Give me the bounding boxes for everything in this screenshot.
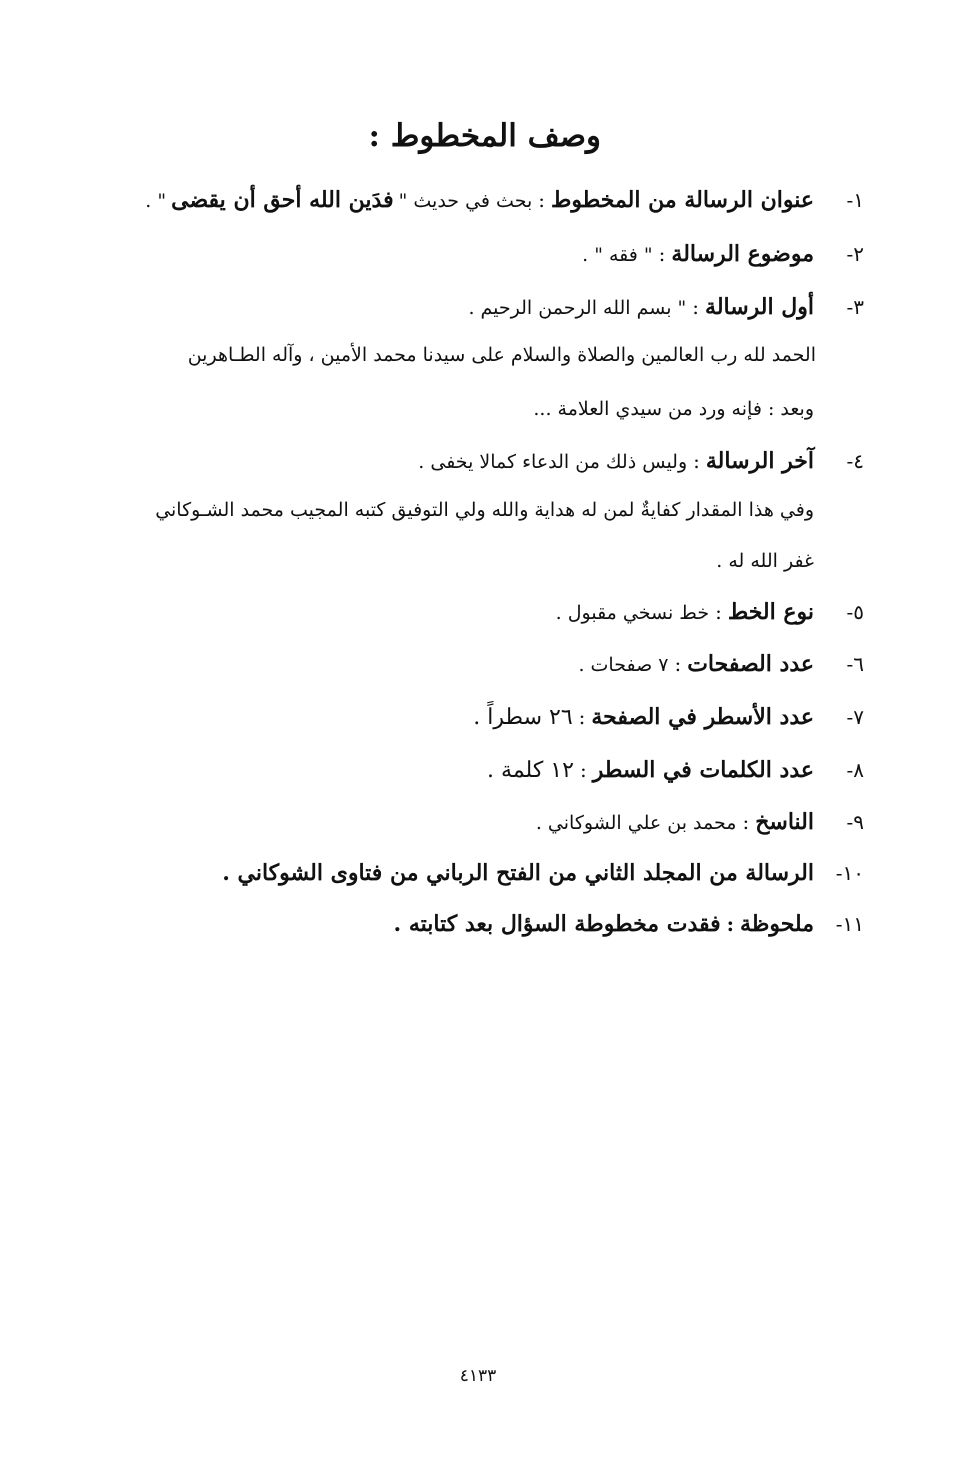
list-item bbox=[556, 598, 864, 627]
item-separator: : bbox=[742, 810, 750, 834]
item-number: ٥- bbox=[846, 600, 864, 624]
item-number: ٦- bbox=[846, 652, 864, 676]
item-number: ٨- bbox=[846, 758, 864, 782]
item-continuation-line: وفي هذا المقدار كفايةٌ لمن له هداية والله ولي التوفيق كتبه المجيب محمد الشـوكاني bbox=[155, 499, 814, 521]
list-item bbox=[487, 756, 864, 785]
list-item bbox=[418, 447, 864, 476]
list-item bbox=[536, 808, 864, 837]
item-label: ملحوظة bbox=[740, 911, 814, 937]
item-value-suffix: " . bbox=[145, 190, 167, 212]
item-value: خط نسخي مقبول . bbox=[555, 602, 710, 624]
item-label: موضوع الرسالة bbox=[671, 241, 814, 267]
list-item bbox=[473, 703, 864, 732]
item-separator: : bbox=[538, 188, 545, 212]
item-value-prefix: بحث في حديث " bbox=[398, 190, 533, 212]
item-separator: : bbox=[715, 600, 722, 624]
item-number: ١- bbox=[846, 188, 864, 212]
item-continuation-line: الحمد لله رب العالمين والصلاة والسلام على سيدنا محمد الأمين ، وآله الطـاهرين bbox=[187, 344, 816, 366]
item-separator: : bbox=[693, 449, 700, 473]
item-separator: : bbox=[658, 242, 666, 266]
list-item bbox=[468, 293, 864, 322]
item-value: ٢٦ سطراً . bbox=[473, 705, 573, 730]
item-number: ١٠- bbox=[835, 861, 864, 885]
item-value: ٧ صفحات . bbox=[578, 654, 669, 676]
item-label: عدد الصفحات bbox=[687, 651, 814, 677]
item-number: ٧- bbox=[846, 705, 864, 729]
item-label: عدد الكلمات في السطر bbox=[592, 757, 814, 783]
item-value: محمد بن علي الشوكاني . bbox=[535, 812, 737, 834]
item-value: " بسم الله الرحمن الرحيم . bbox=[468, 297, 687, 319]
item-number: ٤- bbox=[846, 449, 864, 473]
item-separator: : bbox=[692, 295, 700, 319]
page-number: ٤١٣٣ bbox=[459, 1366, 497, 1386]
item-separator: : bbox=[674, 652, 682, 676]
item-number: ١١- bbox=[835, 912, 864, 936]
list-item bbox=[222, 859, 864, 887]
item-label: عدد الأسطر في الصفحة bbox=[591, 704, 814, 730]
item-separator: : bbox=[726, 912, 735, 936]
item-value: فقدت مخطوطة السؤال بعد كتابته . bbox=[393, 911, 721, 937]
item-value: " فقه " . bbox=[582, 244, 653, 266]
item-label: أول الرسالة bbox=[705, 294, 814, 320]
item-label: عنوان الرسالة من المخطوط bbox=[551, 187, 814, 213]
list-item bbox=[578, 650, 864, 679]
item-number: ٩- bbox=[846, 810, 864, 834]
item-value: ١٢ كلمة . bbox=[487, 758, 574, 783]
item-continuation-line: غفر الله له . bbox=[716, 550, 814, 572]
page-title: وصف المخطوط : bbox=[368, 118, 601, 154]
item-continuation-line: وبعد : فإنه ورد من سيدي العلامة ... bbox=[533, 398, 814, 420]
list-item bbox=[582, 240, 864, 269]
item-label: آخر الرسالة bbox=[705, 448, 814, 474]
list-item bbox=[145, 186, 864, 215]
item-value-bold: الرسالة من المجلد الثاني من الفتح الرباني من فتاوى الشوكاني . bbox=[222, 860, 814, 886]
item-label: الناسخ bbox=[755, 809, 814, 835]
item-number: ٢- bbox=[846, 242, 864, 266]
item-number: ٣- bbox=[846, 295, 864, 319]
item-separator: : bbox=[578, 705, 586, 729]
list-item bbox=[394, 910, 864, 938]
item-separator: : bbox=[579, 758, 587, 782]
item-value: وليس ذلك من الدعاء كمالا يخفى . bbox=[418, 451, 688, 473]
item-label: نوع الخط bbox=[727, 599, 814, 625]
hadith-title: فدَين الله أحق أن يقضى bbox=[171, 187, 394, 213]
